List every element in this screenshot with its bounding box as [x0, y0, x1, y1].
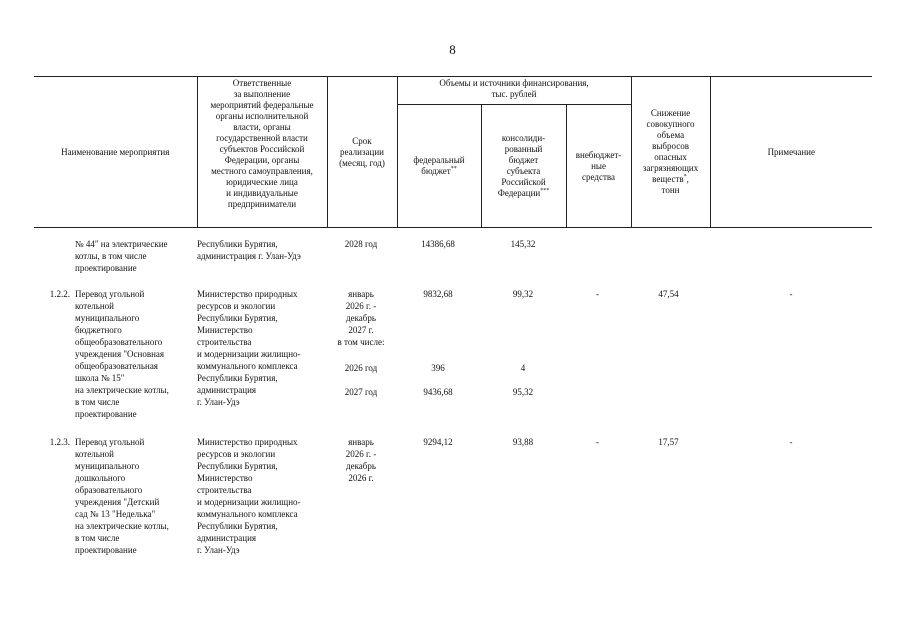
row-note: -: [789, 289, 793, 299]
row-consolidated: 145,32: [510, 239, 536, 249]
header-extrabudget: внебюджет- ные средства: [566, 105, 631, 228]
row-name: Перевод угольной котельной муниципального бюджетного общеобразовательного учреждения "Основная общеобразовательная школа № 15" на электрические котлы, в том числе проектирование: [75, 289, 169, 419]
header-federal: федеральный бюджет**: [397, 105, 481, 228]
row-responsible: Министерство природных ресурсов и экологии Республики Бурятия, Министерство строительства и модернизации жилищно- коммунального комплекса Республики Бурятия, администрация г. Улан-Удэ: [197, 437, 301, 555]
row-number: 1.2.3.: [49, 437, 70, 447]
row-federal: 14386,68: [421, 239, 455, 249]
header-name: Наименование мероприятия: [34, 77, 197, 228]
subrow-term: 2026 год: [344, 363, 378, 373]
row-extrabudget: -: [596, 437, 599, 447]
subrow-federal: 9436,68: [423, 387, 453, 397]
row-number: 1.2.2.: [49, 289, 70, 299]
page-number: 8: [449, 42, 456, 57]
row-federal: 9294,12: [423, 437, 453, 447]
row-consolidated: 93,88: [512, 437, 534, 447]
subrow-consolidated: 95,32: [512, 387, 534, 397]
table-header: [34, 76, 872, 228]
row-emissions: 17,57: [658, 437, 679, 447]
subrow-term: 2027 год: [344, 387, 378, 397]
row-federal: 9832,68: [423, 289, 453, 299]
header-note: Примечание: [710, 77, 872, 228]
header-responsible: Ответственные за выполнение мероприятий федеральные органы исполнительной власти, органы государственной власти субъектов Российской Федерации, органы местного самоуправления, юридические лица и индивидуальные предприниматели: [197, 77, 327, 228]
header-term: Срок реализации (месяц, год): [327, 77, 397, 228]
row-note: -: [789, 437, 793, 447]
row-responsible: Республики Бурятия, администрация г. Улан-Удэ: [197, 239, 301, 261]
row-responsible: Министерство природных ресурсов и экологии Республики Бурятия, Министерство строительства и модернизации жилищно- коммунального комплекса Республики Бурятия, администрация г. Улан-Удэ: [197, 289, 301, 407]
row-term: январь 2026 г. - декабрь 2026 г.: [345, 437, 377, 483]
row-term: январь 2026 г. - декабрь 2027 г. в том числе:: [337, 289, 385, 347]
row-emissions: 47,54: [658, 289, 679, 299]
subrow-consolidated: 4: [520, 363, 526, 373]
subrow-federal: 396: [431, 363, 445, 373]
header-consolidated: консолиди- рованный бюджет субъекта Российской Федерации***: [481, 105, 566, 228]
row-extrabudget: -: [596, 289, 599, 299]
row-name: Перевод угольной котельной муниципального дошкольного образовательного учреждения "Детский сад № 13 "Неделька" на электрические котлы, в том числе проектирование: [75, 437, 169, 555]
row-term: 2028 год: [344, 239, 378, 249]
header-emissions: Снижение совокупного объема выбросов опасных загрязняющих веществ*, тонн: [631, 77, 710, 228]
row-consolidated: 99,32: [512, 289, 534, 299]
row-name: № 44" на электрические котлы, в том числе проектирование: [75, 239, 168, 273]
header-financing: Объемы и источники финансирования, тыс. рублей: [397, 77, 631, 105]
